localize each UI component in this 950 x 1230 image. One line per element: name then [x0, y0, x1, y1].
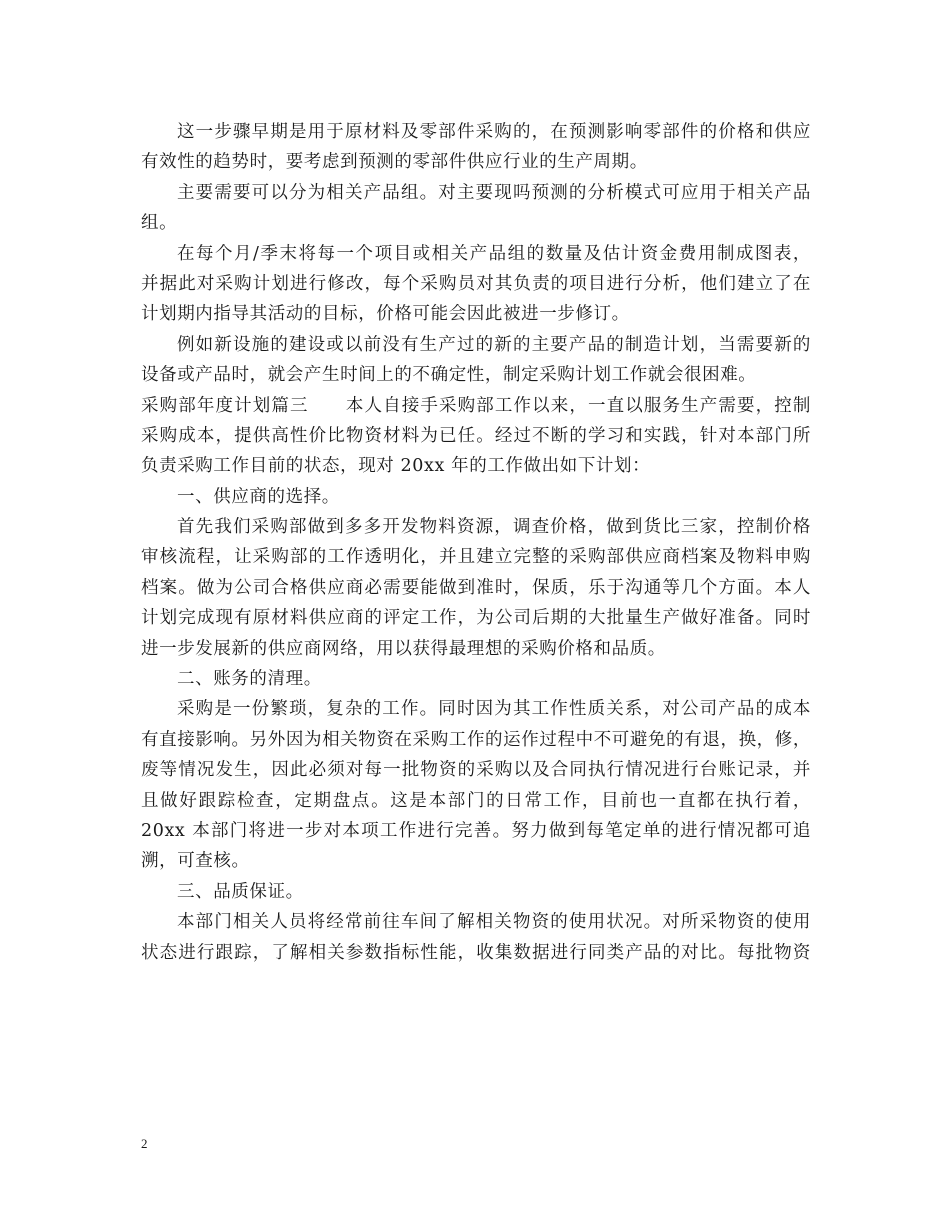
text-line: 这一步骤早期是用于原材料及零部件采购的，在预测影响零部件的价格和供应: [177, 122, 811, 142]
text-line: 且做好跟踪检查，定期盘点。这是本部门的日常工作，目前也一直都在执行着，: [141, 790, 811, 811]
text-line: 在每个月/季末将每一个项目或相关产品组的数量及估计资金费用制成图表，: [177, 243, 811, 264]
section-heading-line: 采购部年度计划篇三 本人自接手采购部工作以来，一直以服务生产需要，控制: [141, 395, 811, 416]
text-line: 进一步发展新的供应商网络，用以获得最理想的采购价格和品质。: [141, 638, 666, 659]
text-line: 状态进行跟踪，了解相关参数指标性能，收集数据进行同类产品的对比。每批物资: [141, 942, 811, 963]
text-line: 本部门相关人员将经常前往车间了解相关物资的使用状况。对所采物资的使用: [177, 912, 811, 933]
text-line: 审核流程，让采购部的工作透明化，并且建立完整的采购部供应商档案及物料申购: [141, 547, 811, 568]
text-line: 负责采购工作目前的状态，现对 20xx 年的工作做出如下计划：: [141, 456, 651, 477]
subheading-line: 二、账务的清理。: [177, 669, 322, 690]
subheading-line: 一、供应商的选择。: [177, 486, 340, 507]
subheading-line: 三、品质保证。: [177, 881, 304, 902]
text-line: 有效性的趋势时，要考虑到预测的零部件供应行业的生产周期。: [141, 152, 648, 173]
text-line: 溯，可查核。: [141, 851, 250, 872]
text-line: 设备或产品时，就会产生时间上的不确定性，制定采购计划工作就会很困难。: [141, 365, 757, 386]
text-line: 20xx 本部门将进一步对本项工作进行完善。努力做到每笔定单的进行情况都可追: [141, 820, 811, 841]
text-line: 首先我们采购部做到多多开发物料资源，调查价格，做到货比三家，控制价格: [177, 517, 811, 538]
text-line: 例如新设施的建设或以前没有生产过的新的主要产品的制造计划，当需要新的: [177, 334, 811, 355]
body-text: [141, 117, 811, 968]
text-line: 主要需要可以分为相关产品组。对主要现吗预测的分析模式可应用于相关产品: [177, 182, 811, 203]
text-line: 采购成本，提供高性价比物资材料为已任。经过不断的学习和实践，针对本部门所: [141, 425, 811, 446]
text-line: 计划期内指导其活动的目标，价格可能会因此被进一步修订。: [141, 304, 630, 325]
page-number: 2: [141, 1136, 148, 1151]
text-line: 采购是一份繁琐，复杂的工作。同时因为其工作性质关系，对公司产品的成本: [177, 699, 811, 720]
text-line: 计划完成现有原材料供应商的评定工作，为公司后期的大批量生产做好准备。同时: [141, 608, 811, 629]
text-line: 废等情况发生，因此必须对每一批物资的采购以及合同执行情况进行台账记录，并: [141, 760, 811, 781]
text-line: 组。: [141, 213, 178, 234]
text-line: 档案。做为公司合格供应商必需要能做到准时，保质，乐于沟通等几个方面。本人: [141, 577, 811, 598]
text-line: 有直接影响。另外因为相关物资在采购工作的运作过程中不可避免的有退，换，修，: [141, 729, 811, 750]
text-line: 并据此对采购计划进行修改，每个采购员对其负责的项目进行分析，他们建立了在: [141, 273, 811, 294]
